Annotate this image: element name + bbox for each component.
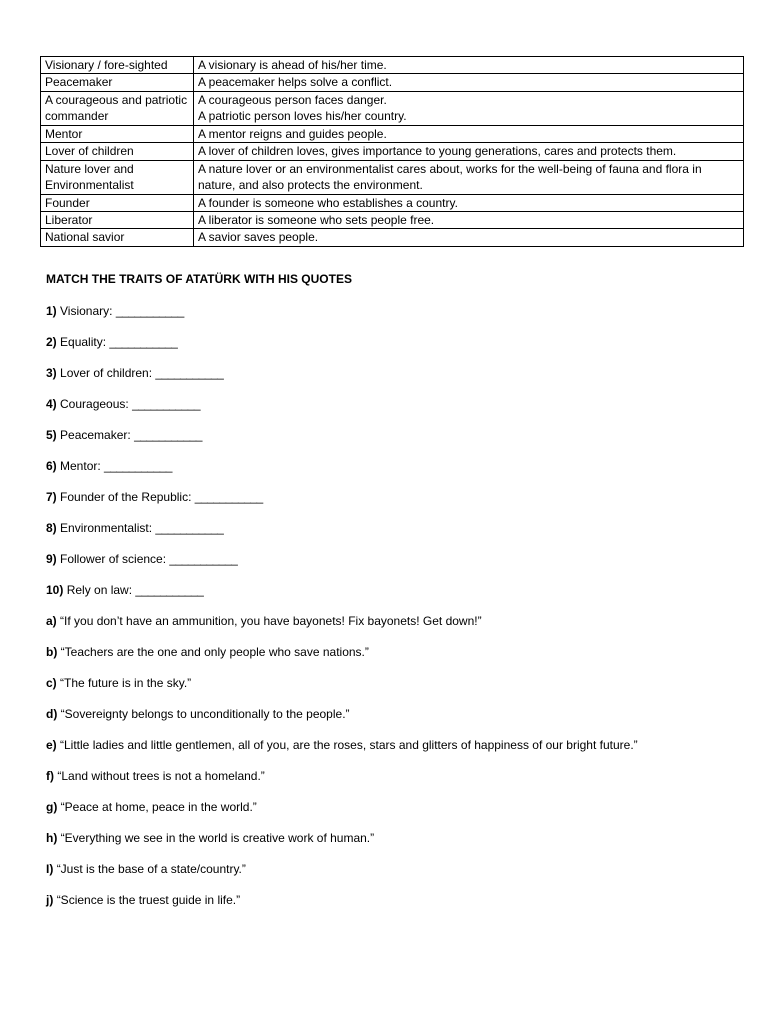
quote-text: “Land without trees is not a homeland.” <box>57 769 265 783</box>
quote-text: “Little ladies and little gentlemen, all of you, are the roses, stars and glitters of happiness of our bright future.” <box>60 738 638 752</box>
trait-cell: Liberator <box>41 212 194 229</box>
quote-item <box>46 707 350 721</box>
definition-cell: A liberator is someone who sets people free. <box>194 212 744 229</box>
trait-number: 7) <box>46 490 57 504</box>
table-row <box>41 125 744 142</box>
trait-cell: Mentor <box>41 125 194 142</box>
trait-item <box>46 335 177 349</box>
trait-label: Mentor: <box>60 459 101 473</box>
trait-cell: Founder <box>41 194 194 211</box>
trait-item <box>46 521 223 535</box>
trait-label: Founder of the Republic: <box>60 490 192 504</box>
quote-letter: b) <box>46 645 58 659</box>
quote-item <box>46 769 265 783</box>
quote-item <box>46 738 638 752</box>
trait-item <box>46 304 184 318</box>
quote-item <box>46 676 191 690</box>
answer-blank[interactable]: ___________ <box>194 490 263 504</box>
trait-number: 6) <box>46 459 57 473</box>
trait-label: Peacemaker: <box>60 428 131 442</box>
quote-text: “Sovereignty belongs to unconditionally to the people.” <box>60 707 350 721</box>
trait-item <box>46 459 172 473</box>
definition-cell: A nature lover or an environmentalist cares about, works for the well-being of fauna and flora in nature, and also protects the environment. <box>194 160 744 194</box>
answer-blank[interactable]: ___________ <box>155 366 224 380</box>
quote-text: “Science is the truest guide in life.” <box>56 893 241 907</box>
trait-cell: Visionary / fore-sighted <box>41 57 194 74</box>
trait-number: 3) <box>46 366 57 380</box>
trait-cell: A courageous and patriotic commander <box>41 91 194 125</box>
table-row <box>41 229 744 247</box>
answer-blank[interactable]: ___________ <box>155 521 224 535</box>
quote-text: “Teachers are the one and only people who save nations.” <box>60 645 369 659</box>
answer-blank[interactable]: ___________ <box>104 459 172 473</box>
trait-cell: Nature lover and Environmentalist <box>41 160 194 194</box>
table-row <box>41 91 744 125</box>
trait-number: 9) <box>46 552 57 566</box>
quote-letter: f) <box>46 769 54 783</box>
definition-cell: A savior saves people. <box>194 229 744 247</box>
quote-text: “Everything we see in the world is creative work of human.” <box>60 831 375 845</box>
quote-text: “Peace at home, peace in the world.” <box>60 800 257 814</box>
quote-letter: h) <box>46 831 58 845</box>
quote-text: “Just is the base of a state/country.” <box>56 862 246 876</box>
quote-item <box>46 831 374 845</box>
quote-letter: a) <box>46 614 57 628</box>
table-row <box>41 57 744 74</box>
trait-number: 4) <box>46 397 57 411</box>
definition-cell: A visionary is ahead of his/her time. <box>194 57 744 74</box>
quote-item <box>46 645 369 659</box>
trait-label: Environmentalist: <box>60 521 153 535</box>
quote-letter: d) <box>46 707 58 721</box>
quote-letter: j) <box>46 893 54 907</box>
trait-cell: Lover of children <box>41 143 194 160</box>
answer-blank[interactable]: ___________ <box>132 397 200 411</box>
answer-blank[interactable]: ___________ <box>115 304 184 318</box>
table-row <box>41 212 744 229</box>
trait-label: Visionary: <box>60 304 113 318</box>
trait-number: 2) <box>46 335 57 349</box>
table-row <box>41 160 744 194</box>
definition-cell: A founder is someone who establishes a country. <box>194 194 744 211</box>
trait-label: Rely on law: <box>66 583 133 597</box>
trait-label: Equality: <box>60 335 107 349</box>
trait-label: Lover of children: <box>60 366 153 380</box>
definition-cell: A courageous person faces danger. A patriotic person loves his/her country. <box>194 91 744 125</box>
trait-number: 8) <box>46 521 57 535</box>
definition-cell: A mentor reigns and guides people. <box>194 125 744 142</box>
trait-label: Courageous: <box>60 397 129 411</box>
quote-letter: e) <box>46 738 57 752</box>
quote-item <box>46 862 246 876</box>
answer-blank[interactable]: ___________ <box>134 428 202 442</box>
quote-item <box>46 893 240 907</box>
quote-text: “The future is in the sky.” <box>60 676 192 690</box>
trait-number: 5) <box>46 428 57 442</box>
quote-letter: I) <box>46 862 54 876</box>
trait-item <box>46 552 237 566</box>
table-row <box>41 74 744 91</box>
quote-letter: c) <box>46 676 57 690</box>
table-row <box>41 194 744 211</box>
quote-text: “If you don’t have an ammunition, you have bayonets! Fix bayonets! Get down!” <box>60 614 482 628</box>
trait-item <box>46 366 223 380</box>
quote-item <box>46 614 482 628</box>
trait-item <box>46 428 202 442</box>
trait-item <box>46 397 200 411</box>
section-heading: MATCH THE TRAITS OF ATATÜRK WITH HIS QUOTES <box>46 272 352 286</box>
trait-item <box>46 583 203 597</box>
answer-blank[interactable]: ___________ <box>109 335 178 349</box>
answer-blank[interactable]: ___________ <box>135 583 204 597</box>
trait-number: 1) <box>46 304 57 318</box>
table-row <box>41 143 744 160</box>
trait-cell: National savior <box>41 229 194 247</box>
trait-item <box>46 490 263 504</box>
quote-item <box>46 800 257 814</box>
quote-letter: g) <box>46 800 58 814</box>
definition-cell: A peacemaker helps solve a conflict. <box>194 74 744 91</box>
definition-cell: A lover of children loves, gives importance to young generations, cares and protects them. <box>194 143 744 160</box>
answer-blank[interactable]: ___________ <box>169 552 238 566</box>
trait-label: Follower of science: <box>60 552 167 566</box>
trait-number: 10) <box>46 583 64 597</box>
traits-table <box>40 56 744 247</box>
trait-cell: Peacemaker <box>41 74 194 91</box>
